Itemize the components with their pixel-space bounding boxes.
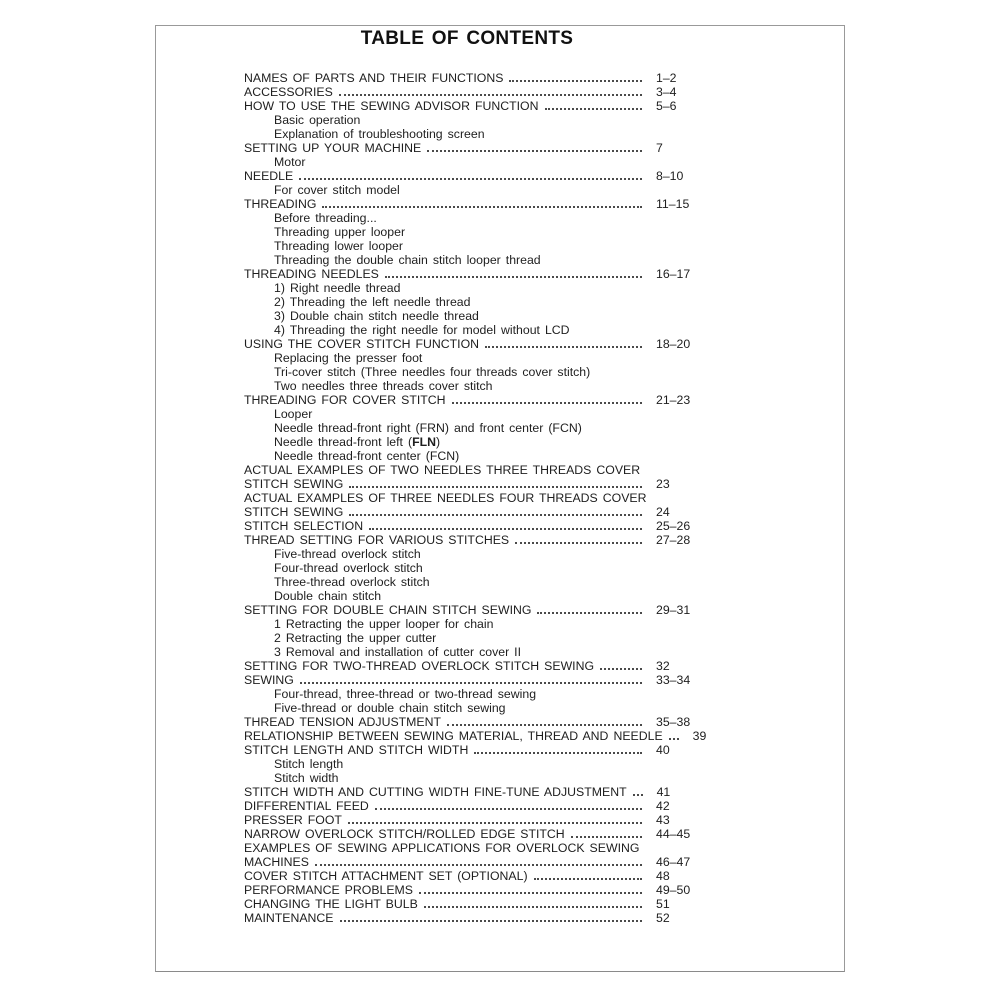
toc-entry-label: STITCH WIDTH AND CUTTING WIDTH FINE-TUNE ADJUSTMENT [244,785,627,799]
toc-page-number: 8–10 [656,169,684,183]
toc-subentry [244,575,706,589]
toc-subentry-label: Before threading... [274,211,377,225]
toc-entry-label: THREADING FOR COVER STITCH [244,393,446,407]
toc-entry-label: NAMES OF PARTS AND THEIR FUNCTIONS [244,71,504,85]
dot-leader [537,612,642,614]
toc-entry-label: THREADING [244,197,317,211]
toc-entry-label: NEEDLE [244,169,294,183]
dot-leader [509,80,642,82]
dot-leader [322,206,642,208]
toc-subentry [244,631,706,645]
toc-entry [244,99,706,113]
toc-page-number: 35–38 [656,715,691,729]
toc-entry [244,393,706,407]
toc-entry-label: THREAD TENSION ADJUSTMENT [244,715,442,729]
toc-entry [244,603,706,617]
toc-page-number: 42 [656,799,670,813]
toc-subentry [244,155,706,169]
toc-entry-label: SETTING UP YOUR MACHINE [244,141,422,155]
toc-entry [244,169,706,183]
toc-subentry [244,701,706,715]
toc-page-number: 7 [656,141,663,155]
dot-leader [515,542,642,544]
toc-subentry-label: Threading upper looper [274,225,406,239]
toc-subentry-label: Basic operation [274,113,361,127]
toc-list [244,71,706,925]
toc-subentry-label: 2) Threading the left needle thread [274,295,471,309]
toc-page-number: 43 [656,813,670,827]
toc-subentry [244,617,706,631]
toc-subentry-label: For cover stitch model [274,183,400,197]
toc-subentry [244,239,706,253]
toc-subentry-label: Two needles three threads cover stitch [274,379,493,393]
toc-page-number: 29–31 [656,603,691,617]
toc-entry [244,337,706,351]
dot-leader [534,878,642,880]
toc-entry-label: THREADING NEEDLES [244,267,379,281]
toc-subentry-label: Replacing the presser foot [274,351,423,365]
toc-subentry [244,281,706,295]
dot-leader [348,822,642,824]
toc-entry-label: MACHINES [244,855,309,869]
toc-subentry [244,589,706,603]
toc-subentry [244,547,706,561]
toc-page-number: 16–17 [656,267,691,281]
toc-subentry-label: Explanation of troubleshooting screen [274,127,485,141]
toc-subentry-label: 4) Threading the right needle for model without LCD [274,323,570,337]
toc-page-number: 18–20 [656,337,691,351]
toc-subentry-label-pre: Needle thread-front left ( [274,435,413,449]
toc-entry [244,533,706,547]
toc-entry-label: NARROW OVERLOCK STITCH/ROLLED EDGE STITCH [244,827,565,841]
dot-leader [339,94,642,96]
toc-subentry-label: 1 Retracting the upper looper for chain [274,617,494,631]
toc-subentry [244,757,706,771]
dot-leader [452,402,642,404]
toc-subentry [244,379,706,393]
dot-leader [300,682,642,684]
toc-entry-continuation [244,505,706,519]
dot-leader [375,808,642,810]
dot-leader [427,150,642,152]
toc-entry [244,267,706,281]
toc-entry [244,897,706,911]
toc-subentry [244,351,706,365]
toc-entry [244,729,706,743]
toc-entry-label: STITCH SELECTION [244,519,364,533]
toc-subentry-label: Four-thread overlock stitch [274,561,423,575]
toc-subentry-label: Needle thread-front right (FRN) and front center (FCN) [274,421,582,435]
dot-leader [349,486,642,488]
toc-page-number: 21–23 [656,393,691,407]
toc-entry-label: THREAD SETTING FOR VARIOUS STITCHES [244,533,510,547]
toc-entry-continuation [244,477,706,491]
toc-page-number: 41 [656,785,671,799]
toc-subentry-label: Threading the double chain stitch looper thread [274,253,541,267]
toc-subentry [244,183,706,197]
dot-leader [349,514,642,516]
toc-subentry-label: Five-thread overlock stitch [274,547,421,561]
toc-entry [244,813,706,827]
toc-subentry-label-bold: FLN [412,435,436,449]
dot-leader [424,906,642,908]
toc-entry-label: ACTUAL EXAMPLES OF THREE NEEDLES FOUR THREADS COVER [244,491,647,505]
dot-leader [485,346,642,348]
toc-page-number: 40 [656,743,670,757]
toc-subentry-label: Four-thread, three-thread or two-thread sewing [274,687,537,701]
toc-entry [244,197,706,211]
toc-entry-label: RELATIONSHIP BETWEEN SEWING MATERIAL, THREAD AND NEEDLE [244,729,663,743]
toc-page-number: 24 [656,505,670,519]
toc-page-number: 52 [656,911,670,925]
toc-subentry [244,645,706,659]
toc-entry-label: SEWING [244,673,294,687]
toc-page-number: 1–2 [656,71,677,85]
toc-subentry [244,407,706,421]
toc-entry-continuation [244,855,706,869]
toc-page-number: 44–45 [656,827,691,841]
toc-page-number: 11–15 [656,197,690,211]
toc-page-number: 27–28 [656,533,691,547]
toc-subentry-label: 3) Double chain stitch needle thread [274,309,479,323]
toc-subentry-label: Three-thread overlock stitch [274,575,430,589]
toc-subentry [244,225,706,239]
toc-page-number: 48 [656,869,670,883]
toc-subentry-label: Double chain stitch [274,589,382,603]
toc-subentry [244,113,706,127]
toc-entry-label: EXAMPLES OF SEWING APPLICATIONS FOR OVERLOCK SEWING [244,841,640,855]
toc-entry [244,827,706,841]
toc-subentry [244,253,706,267]
toc-subentry-label: Tri-cover stitch (Three needles four threads cover stitch) [274,365,591,379]
toc-entry [244,841,706,855]
dot-leader [545,108,642,110]
toc-entry-label: PRESSER FOOT [244,813,342,827]
toc-subentry-label: Stitch length [274,757,344,771]
toc-entry-label: ACCESSORIES [244,85,333,99]
toc-subentry-label: Motor [274,155,306,169]
dot-leader [571,836,642,838]
toc-page-number: 5–6 [656,99,677,113]
toc-subentry-label: Needle thread-front center (FCN) [274,449,460,463]
dot-leader [315,864,642,866]
page-title: TABLE OF CONTENTS [360,28,574,49]
toc-subentry-label-post: ) [436,435,441,449]
toc-subentry-label: 2 Retracting the upper cutter [274,631,437,645]
toc-entry [244,519,706,533]
toc-entry-label: SETTING FOR TWO-THREAD OVERLOCK STITCH SEWING [244,659,595,673]
toc-entry-label: USING THE COVER STITCH FUNCTION [244,337,480,351]
toc-entry-label: CHANGING THE LIGHT BULB [244,897,418,911]
dot-leader [447,724,642,726]
toc-entry [244,141,706,155]
toc-subentry-label: Looper [274,407,313,421]
dot-leader [600,668,642,670]
toc-entry-label: STITCH LENGTH AND STITCH WIDTH [244,743,469,757]
toc-subentry [244,435,706,449]
toc-entry [244,715,706,729]
toc-subentry [244,561,706,575]
toc-entry [244,785,706,799]
toc-entry [244,659,706,673]
toc-entry [244,911,706,925]
toc-entry [244,883,706,897]
dot-leader [633,794,643,796]
toc-page-number: 32 [656,659,670,673]
toc-page-number: 46–47 [656,855,691,869]
toc-page-number: 51 [656,897,670,911]
toc-entry [244,799,706,813]
toc-page-number: 49–50 [656,883,691,897]
toc-entry-label: COVER STITCH ATTACHMENT SET (OPTIONAL) [244,869,528,883]
dot-leader [299,178,642,180]
toc-subentry-label: Five-thread or double chain stitch sewing [274,701,506,715]
document-page [155,25,845,972]
dot-leader [669,738,679,740]
toc-subentry [244,309,706,323]
dot-leader [385,276,642,278]
toc-page-number: 23 [656,477,670,491]
toc-entry [244,71,706,85]
toc-entry [244,491,706,505]
toc-subentry [244,421,706,435]
toc-entry [244,869,706,883]
toc-entry-label: ACTUAL EXAMPLES OF TWO NEEDLES THREE THREADS COVER [244,463,641,477]
toc-subentry-label: Stitch width [274,771,339,785]
toc-subentry [244,449,706,463]
toc-entry-label: PERFORMANCE PROBLEMS [244,883,414,897]
toc-entry-label: STITCH SEWING [244,505,344,519]
dot-leader [340,920,642,922]
toc-subentry [244,295,706,309]
toc-subentry [244,771,706,785]
toc-subentry [244,687,706,701]
toc-subentry [244,323,706,337]
toc-entry [244,85,706,99]
toc-subentry [244,127,706,141]
toc-entry-label: SETTING FOR DOUBLE CHAIN STITCH SEWING [244,603,532,617]
toc-subentry-label [274,435,440,449]
toc-entry [244,673,706,687]
toc-subentry [244,365,706,379]
toc-subentry-label: 3 Removal and installation of cutter cover II [274,645,522,659]
toc-page-number: 39 [692,729,707,743]
toc-subentry-label: 1) Right needle thread [274,281,401,295]
dot-leader [369,528,642,530]
toc-entry-label: MAINTENANCE [244,911,334,925]
toc-entry [244,743,706,757]
dot-leader [419,892,642,894]
toc-page-number: 33–34 [656,673,691,687]
toc-entry-label: STITCH SEWING [244,477,344,491]
toc-subentry [244,211,706,225]
toc-subentry-label: Threading lower looper [274,239,403,253]
toc-page-number: 3–4 [656,85,677,99]
toc-entry [244,463,706,477]
toc-entry-label: DIFFERENTIAL FEED [244,799,369,813]
dot-leader [474,752,642,754]
toc-entry-label: HOW TO USE THE SEWING ADVISOR FUNCTION [244,99,539,113]
toc-page-number: 25–26 [656,519,691,533]
